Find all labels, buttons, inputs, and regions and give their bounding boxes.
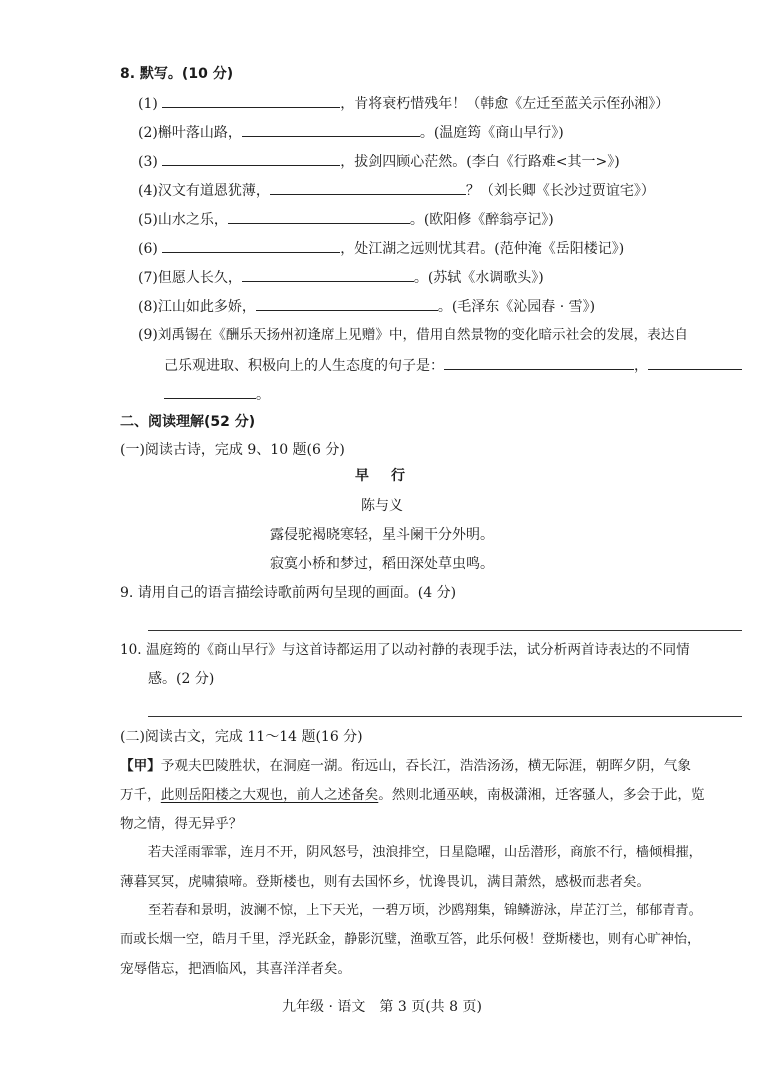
q8-header: 8. 默写。(10 分)	[120, 66, 234, 82]
section-header: 二、阅读理解(52 分)	[120, 414, 256, 430]
passage-line: 而或长烟一空，皓月千里，浮光跃金，静影沉璧，渔歌互答，此乐何极！登斯楼也，则有心旷神怡，	[120, 932, 701, 947]
item-number: (1)	[138, 96, 158, 112]
item-text: 但愿人长久，	[157, 270, 242, 286]
item-number: (3)	[138, 154, 158, 170]
item-text: 。(欧阳修《醉翁亭记》)	[409, 212, 554, 228]
item-text: 。(温庭筠《商山早行》)	[419, 125, 564, 141]
item-number: (9)	[138, 327, 158, 343]
question-10-cont: 感。(2 分)	[148, 671, 215, 687]
answer-blank[interactable]	[242, 122, 420, 137]
item-number: (4)	[138, 183, 158, 199]
answer-line[interactable]	[148, 630, 742, 631]
answer-blank[interactable]	[164, 384, 256, 399]
q8-item-9-cont	[164, 355, 742, 376]
item-text: ，肯将衰朽惜残年！（韩愈《左迁至蓝关示侄孙湘》）	[340, 96, 670, 112]
poem-author: 陈与义	[361, 498, 403, 514]
passage-text: 予观夫巴陵胜状，在洞庭一湖。衔远山，吞长江，浩浩汤汤，横无际涯，朝晖夕阴，气象	[160, 758, 691, 774]
q8-item-9	[138, 325, 688, 345]
passage-line	[120, 785, 705, 805]
separator: ，	[634, 358, 648, 374]
item-text: 山水之乐，	[157, 212, 228, 228]
passage-line	[120, 756, 691, 776]
answer-blank[interactable]	[270, 180, 466, 195]
item-number: (6)	[138, 241, 158, 257]
answer-blank[interactable]	[256, 296, 438, 311]
q8-item-3	[138, 151, 620, 172]
answer-blank[interactable]	[648, 355, 742, 370]
passage-line: 物之情，得无异乎？	[120, 816, 243, 832]
item-text: 。(毛泽东《沁园春 · 雪》)	[437, 299, 596, 315]
answer-blank[interactable]	[162, 93, 340, 108]
item-number: (7)	[138, 270, 158, 286]
passage-text: 。然则北通巫峡，南极潇湘，迁客骚人，多会于此，览	[378, 787, 705, 803]
q8-item-8	[138, 296, 595, 317]
passage-line: 宠辱偕忘，把酒临风，其喜洋洋者矣。	[120, 961, 352, 977]
page-footer: 九年级 · 语文 第 3 页(共 8 页)	[282, 999, 482, 1015]
end-mark: 。	[256, 387, 270, 403]
part-1-header: (一)阅读古诗，完成 9、10 题(6 分)	[120, 442, 345, 458]
passage-text: 万千，	[120, 787, 161, 803]
item-text: 己乐观进取、积极向上的人生态度的句子是：	[164, 358, 444, 374]
item-number: (8)	[138, 299, 158, 315]
poem-line-1: 露侵驼褐晓寒轻，星斗阑干分外明。	[270, 527, 494, 543]
answer-blank[interactable]	[242, 267, 414, 282]
item-text: ，处江湖之远则忧其君。(范仲淹《岳阳楼记》)	[340, 241, 625, 257]
item-text: 槲叶落山路，	[157, 125, 242, 141]
passage-line: 若夫淫雨霏霏，连月不开，阴风怒号，浊浪排空，日星隐曜，山岳潜形，商旅不行，樯倾楫摧，	[148, 845, 702, 860]
passage-tag: 【甲】	[120, 758, 161, 774]
answer-line[interactable]	[148, 716, 742, 717]
question-10: 10. 温庭筠的《商山早行》与这首诗都运用了以动衬静的表现手法，试分析两首诗表达的不同情	[120, 642, 690, 658]
item-text: ？（刘长卿《长沙过贾谊宅》）	[465, 183, 655, 199]
item-text: 江山如此多娇，	[157, 299, 256, 315]
q8-item-5	[138, 209, 554, 230]
item-text: 。(苏轼《水调歌头》)	[413, 270, 544, 286]
q8-item-6	[138, 238, 624, 259]
item-text: 刘禹锡在《酬乐天扬州初逢席上见赠》中，借用自然景物的变化暗示社会的发展，表达自	[157, 327, 688, 343]
answer-blank[interactable]	[162, 238, 340, 253]
q8-item-4	[138, 180, 655, 201]
q8-item-1	[138, 93, 669, 114]
q8-item-9-end	[164, 384, 270, 405]
item-number: (2)	[138, 125, 158, 141]
item-text: 汉文有道恩犹薄，	[157, 183, 270, 199]
answer-blank[interactable]	[162, 151, 340, 166]
q8-item-7	[138, 267, 544, 288]
poem-line-2: 寂寞小桥和梦过，稻田深处草虫鸣。	[270, 556, 494, 572]
question-9: 9. 请用自己的语言描绘诗歌前两句呈现的画面。(4 分)	[120, 585, 457, 601]
passage-line: 至若春和景明，波澜不惊，上下天光，一碧万顷，沙鸥翔集，锦鳞游泳，岸芷汀兰，郁郁青青。	[148, 903, 702, 918]
item-text: ，拔剑四顾心茫然。(李白《行路难<其一>》)	[340, 154, 620, 170]
underlined-sentence: 此则岳阳楼之大观也，前人之述备矣	[160, 787, 379, 803]
q8-item-2	[138, 122, 564, 143]
answer-blank[interactable]	[228, 209, 410, 224]
answer-blank[interactable]	[444, 355, 634, 370]
passage-line: 薄暮冥冥，虎啸猿啼。登斯楼也，则有去国怀乡，忧谗畏讥，满目萧然，感极而悲者矣。	[120, 874, 651, 890]
poem-title: 早 行	[355, 468, 409, 484]
part-2-header: (二)阅读古文，完成 11～14 题(16 分)	[120, 729, 363, 745]
item-number: (5)	[138, 212, 158, 228]
